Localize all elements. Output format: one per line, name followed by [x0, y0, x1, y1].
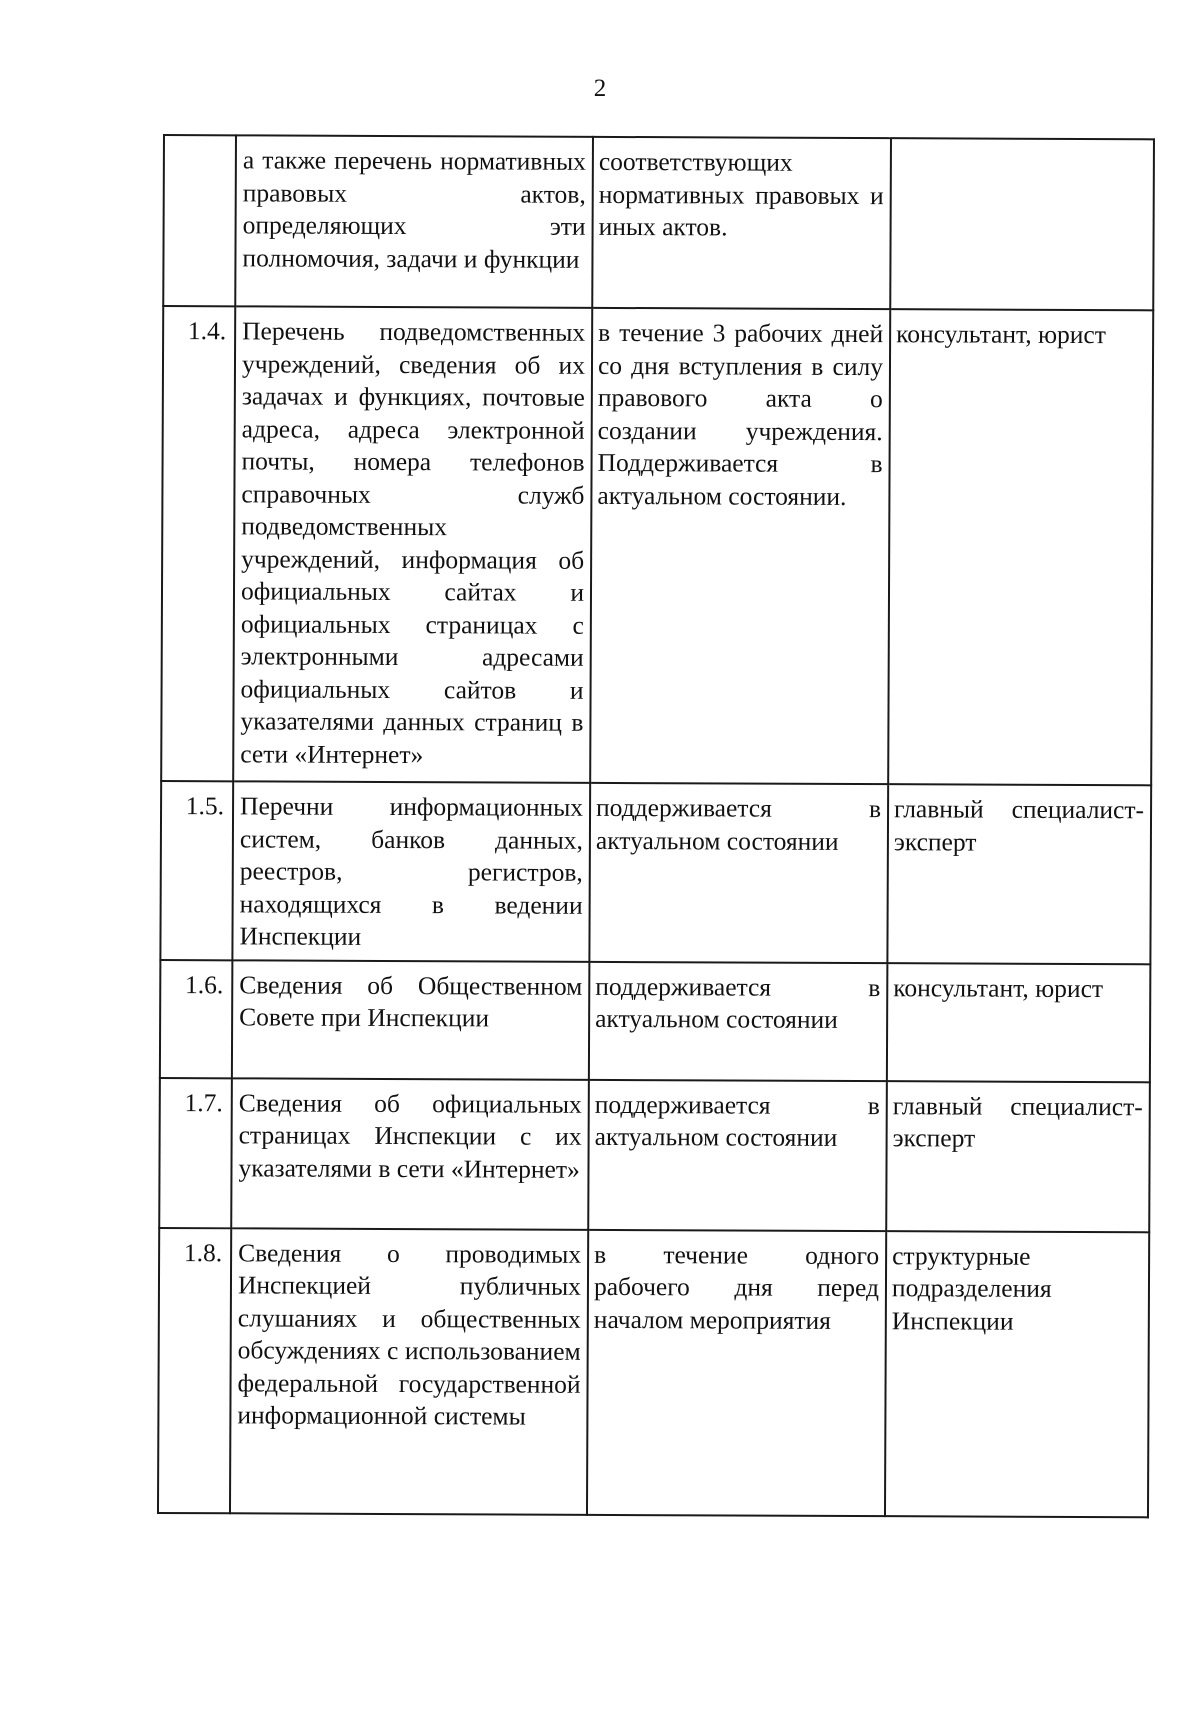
row-responsible: главный специалист-эксперт [886, 1081, 1150, 1232]
table-row [160, 959, 1151, 1081]
row-deadline: поддерживается в актуальном состоянии [589, 783, 888, 963]
row-number: 1.4. [161, 306, 235, 781]
row-number: 1.5. [160, 781, 233, 960]
row-number: 1.8. [158, 1227, 231, 1512]
row-number [163, 135, 236, 306]
row-description: Сведения о проводимых Инспекцией публичных слушаниях и общественных обсуждениях с использованием федеральной государственной информационной системы [230, 1228, 588, 1515]
table-row [163, 135, 1154, 310]
table-row [159, 1077, 1150, 1231]
row-description: Сведения об Общественном Совете при Инспекции [232, 960, 590, 1080]
page-number: 2 [593, 75, 607, 102]
row-number: 1.6. [160, 959, 233, 1077]
table-row [158, 1227, 1149, 1516]
table-row [161, 306, 1153, 785]
table-row [160, 781, 1151, 964]
row-deadline: поддерживается в актуальном состоянии [588, 1079, 887, 1230]
row-description: Перечень подведомственных учреждений, сведения об их задачах и функциях, почтовые адреса, адреса электронной почты, номера телефонов справочных служб подведомственных учреждений, информация об официальных сайтах и официальных страницах с электронными адресами официальных сайтов и указателями данных страниц в сети «Интернет» [233, 306, 592, 783]
row-deadline: соответствующих нормативных правовых и иных актов. [592, 137, 891, 309]
document-table [157, 134, 1155, 1518]
row-description: Сведения об официальных страницах Инспекции с их указателями в сети «Интернет» [231, 1078, 589, 1230]
row-deadline: в течение 3 рабочих дней со дня вступления в силу правового акта о создании учреждения. Поддерживается в актуальном состоянии. [590, 308, 890, 784]
row-responsible: консультант, юрист [887, 963, 1151, 1082]
row-description: а также перечень нормативных правовых актов, определяющих эти полномочия, задачи и функции [235, 135, 593, 308]
row-responsible: консультант, юрист [888, 309, 1153, 785]
row-description: Перечни информационных систем, банков данных, реестров, регистров, находящихся в ведении Инспекции [232, 781, 590, 961]
row-deadline: поддерживается в актуальном состоянии [589, 961, 888, 1080]
row-deadline: в течение одного рабочего дня перед началом мероприятия [587, 1229, 886, 1515]
row-responsible: главный специалист-эксперт [887, 784, 1151, 964]
row-responsible: структурные подразделения Инспекции [885, 1231, 1149, 1517]
row-number: 1.7. [159, 1077, 232, 1227]
row-responsible [890, 138, 1154, 310]
